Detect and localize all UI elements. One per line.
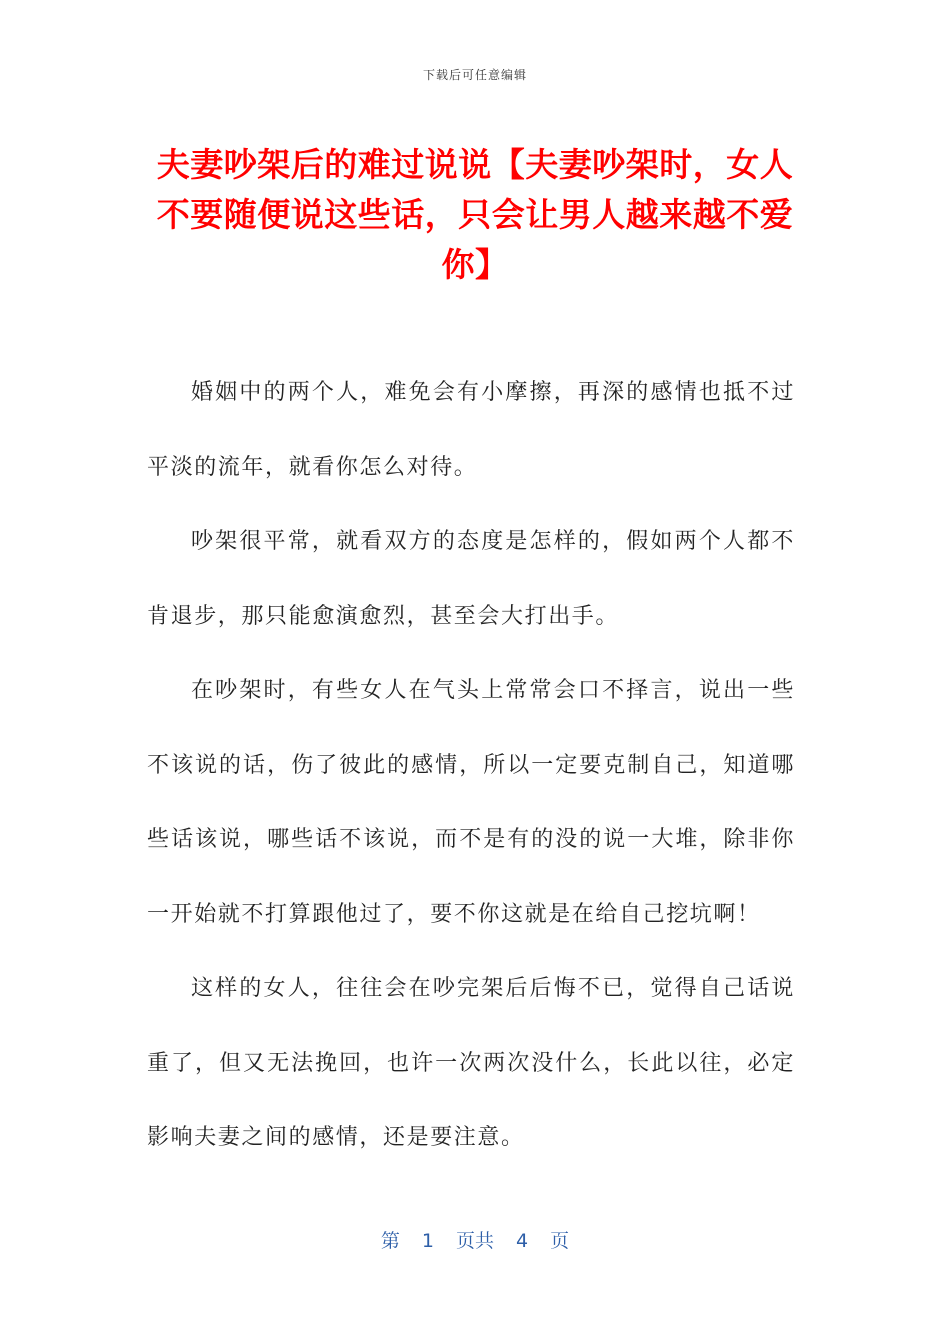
footer-suffix: 页 [550, 1230, 570, 1252]
header-note: 下载后可任意编辑 [422, 68, 527, 82]
footer-prefix: 第 [380, 1230, 400, 1252]
page-number-footer [0, 1226, 950, 1253]
paragraph-2: 吵架很平常，就看双方的态度是怎样的，假如两个人都不肯退步，那只能愈演愈烈，甚至会大打出手。 [147, 529, 795, 629]
footer-middle: 页共 [455, 1230, 494, 1252]
document-body [147, 356, 795, 1176]
footer-current-page: 1 [421, 1230, 434, 1252]
document-title: 夫妻吵架后的难过说说【夫妻吵架时，女人不要随便说这些话，只会让男人越来越不爱你】 [156, 145, 794, 284]
footer-total-pages: 4 [516, 1230, 529, 1252]
paragraph-4: 这样的女人，往往会在吵完架后后悔不已，觉得自己话说重了，但又无法挽回，也许一次两次没什么，长此以往，必定影响夫妻之间的感情，还是要注意。 [147, 976, 795, 1150]
paragraph-1: 婚姻中的两个人，难免会有小摩擦，再深的感情也抵不过平淡的流年，就看你怎么对待。 [147, 380, 795, 480]
paragraph-3: 在吵架时，有些女人在气头上常常会口不择言，说出一些不该说的话，伤了彼此的感情，所以一定要克制自己，知道哪些话该说，哪些话不该说，而不是有的没的说一大堆，除非你一开始就不打算跟他过了，要不你这就是在给自己挖坑啊！ [147, 678, 795, 927]
